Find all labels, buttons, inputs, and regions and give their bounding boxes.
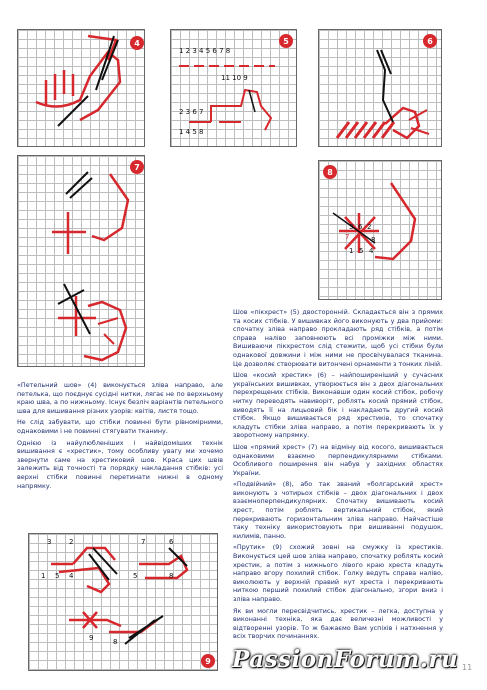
figure-8-n6: 6 xyxy=(358,223,363,231)
figure-8-n5: 5 xyxy=(359,247,364,255)
figure-8-podviinyi-khrest xyxy=(318,160,442,300)
figure-9-b8: 8 xyxy=(169,572,174,580)
figure-9-a3: 3 xyxy=(47,538,52,546)
figure-9-drawing xyxy=(29,534,218,671)
figure-4-petelny-stitch xyxy=(17,29,145,147)
figure-9-a5: 5 xyxy=(55,572,60,580)
figure-7-drawing xyxy=(18,156,145,367)
figure-7-badge: 7 xyxy=(130,160,144,174)
figure-5-bottom-numbers-lower: 1 4 5 8 xyxy=(179,128,204,136)
left-text-column xyxy=(17,381,223,493)
paragraph-kosyi-khrestyk: Шов «косий хрестик» (6) – найпоширеніший у сучасних українських вишивках, утворюється він з двох діагональних перехрещених стібків. Виконавши один косий стібок, робочу нитку переводять навиворіт, роблять косий прямий стібок, виводять її на лицьовий бік і накладають другий косий стібок. Якщо вишивається ряд хрестиків, то спочатку кладуть стібки зліва направо, а потім перекривають їх у зворотному напрямку. xyxy=(233,371,443,440)
figure-9-a1: 1 xyxy=(41,572,46,580)
figure-8-n7: 7 xyxy=(345,233,350,241)
paragraph-conclusion: Як ви могли пересвідчитись, хрестик – легка, доступна у виконанні техніка, яка дає величезні можливості у відтворенні узорів. То ж бажаємо Вам успіхів і натхнення у всіх творчих починаннях. xyxy=(233,606,443,641)
figure-5-badge: 5 xyxy=(279,34,293,48)
figure-8-n8: 8 xyxy=(371,236,376,244)
site-watermark: PassionForum.ru xyxy=(232,646,459,673)
figure-9-a2: 2 xyxy=(69,538,74,546)
figure-5-pikhrest-stitch xyxy=(170,29,297,147)
figure-8-n2: 2 xyxy=(367,223,372,231)
page-number: 11 xyxy=(462,663,473,672)
figure-8-badge: 8 xyxy=(323,165,337,179)
figure-9-c9: 9 xyxy=(89,634,94,642)
figure-8-n1: 1 xyxy=(349,247,354,255)
figure-8-n3: 3 xyxy=(349,223,354,231)
figure-8-drawing xyxy=(319,161,442,300)
figure-9-b7: 7 xyxy=(141,538,146,546)
figure-4-badge: 4 xyxy=(130,36,144,50)
figure-5-top-numbers: 1 2 3 4 5 6 7 8 xyxy=(179,47,231,55)
right-text-column xyxy=(233,308,443,644)
paragraph-podviinyi: «Подвійний» (8), або так званий «болгарський хрест» виконують з чотирьох стібків – двох діагональних і двох взаємноперпендикулярних. Спочатку вишивають косий хрест, потім роблять вертикальний стібок, який перекривають горизонтальним зліва направо. Найчастіше таку техніку використовують при вишиванні подушок, килимів, панно. xyxy=(233,480,443,540)
paragraph-stitches-even: Не слід забувати, що стібки повинні бути рівномірними, однаковими і не повинні стягувати тканину. xyxy=(17,418,223,435)
paragraph-priamyi-khrest: Шов «прямий хрест» (7) на відміну від косого, вишивається однаковими взаємно перпендикулярними стібками. Особливого поширення він набув у західних областях України. xyxy=(233,442,443,477)
figure-6-drawing xyxy=(319,30,442,147)
figure-5-top-numbers-lower: 11 10 9 xyxy=(221,74,248,82)
figure-9-b6: 6 xyxy=(169,538,174,546)
figure-7-priamyi-khrest xyxy=(17,155,145,367)
paragraph-pikhrest: Шов «пікхрест» (5) двосторонній. Складається він з прямих та косих стібків. У вишивках його виконують у два прийоми: спочатку зліва направо прокладають ряд стібків, а потім справа наліво заповнюють всі проміжки між ними. Вишиваючи пікхрестом слід стежити, щоб усі стібки були однакової довжини і між ними не просвічувалася тканина. Це дозволяє створювати витончені орнаменти з тонких ліній. xyxy=(233,308,443,368)
figure-9-b5: 5 xyxy=(133,572,138,580)
paragraph-petelny: «Петельний шов» (4) виконується зліва направо, але петелька, що поєднує сусідні нитки, лягає не по верхньому краю шва, а по нижньому. Існує безліч варіантів петельного шва для вишивання різних узорів: квітів, листя тощо. xyxy=(17,381,223,415)
figure-6-badge: 6 xyxy=(423,34,437,48)
figure-9-prutyk xyxy=(28,533,218,671)
figure-4-drawing xyxy=(18,30,145,147)
figure-8-n4: 4 xyxy=(369,247,374,255)
paragraph-khrestyk-intro: Однією із найулюбленіших і найвідоміших технік вишивання є «хрестик», тому особливу увагу ми хочемо звернути саме на хрестиковий шов. Краса цих швів залежить від точності та порядку накладання стібків: усі верхні стібки повинні перетинати нижні в одному напрямку. xyxy=(17,438,223,490)
figure-5-bottom-numbers-upper: 2 3 6 7 xyxy=(179,108,204,116)
figure-6-kosyi-khrestyk xyxy=(318,29,442,147)
figure-9-a4: 4 xyxy=(69,572,74,580)
paragraph-prutyk: «Прутик» (9) схожий зовні на смужку із хрестиків. Виконується цей шов зліва направо, спочатку роблять косий хрестик, а потім з нижнього лівого краю хреста кладуть направо вгору похилий стібок. Голку ведуть справа наліво, виколюють у верхній правий кут хреста і перекривають ниткою перший похилий стібок діагонально, згори вниз і зліва направо. xyxy=(233,543,443,603)
figure-9-badge: 9 xyxy=(201,654,215,668)
figure-9-c8: 8 xyxy=(113,638,118,646)
